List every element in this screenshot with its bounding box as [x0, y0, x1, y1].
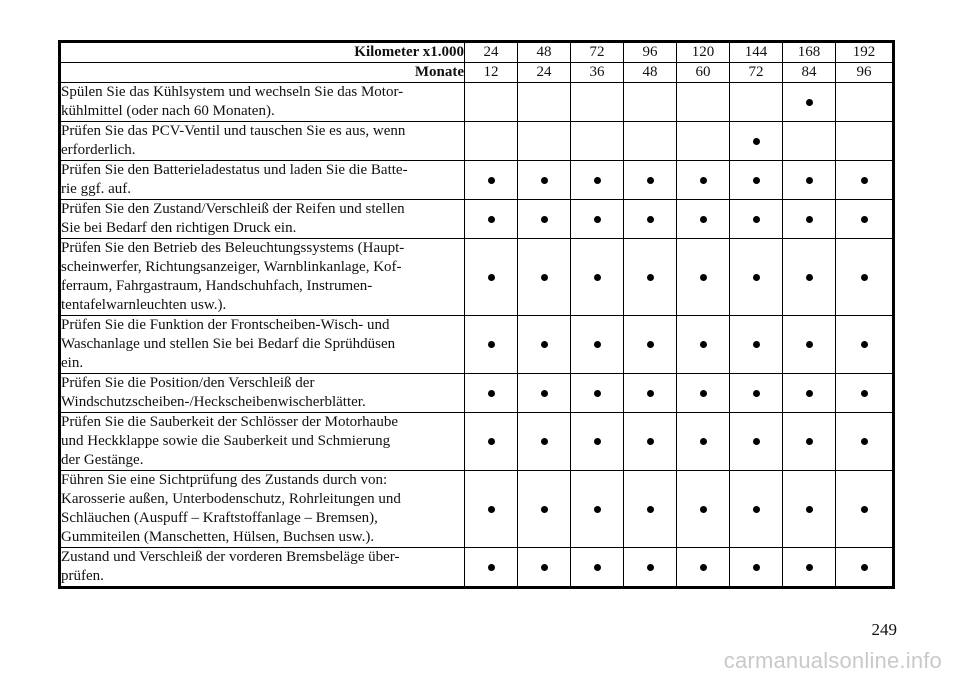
interval-cell: [571, 239, 624, 316]
interval-cell: [730, 83, 783, 122]
scheduled-dot-icon: [861, 438, 868, 445]
header-value: 48: [624, 63, 677, 83]
scheduled-dot-icon: [647, 438, 654, 445]
interval-cell: [783, 413, 836, 471]
header-value: 120: [677, 42, 730, 63]
scheduled-dot-icon: [806, 438, 813, 445]
task-description: Spülen Sie das Kühlsystem und wechseln Sie das Motor- kühlmittel (oder nach 60 Monaten).: [60, 83, 465, 122]
interval-cell: [465, 122, 518, 161]
scheduled-dot-icon: [541, 390, 548, 397]
scheduled-dot-icon: [700, 390, 707, 397]
interval-cell: [677, 122, 730, 161]
header-value: 60: [677, 63, 730, 83]
task-description: Prüfen Sie den Batterieladestatus und laden Sie die Batte- rie ggf. auf.: [60, 161, 465, 200]
header-row-months: [60, 63, 894, 83]
interval-cell: [571, 374, 624, 413]
scheduled-dot-icon: [753, 506, 760, 513]
scheduled-dot-icon: [806, 390, 813, 397]
header-value: 84: [783, 63, 836, 83]
interval-cell: [465, 161, 518, 200]
interval-cell: [571, 83, 624, 122]
scheduled-dot-icon: [861, 390, 868, 397]
scheduled-dot-icon: [541, 564, 548, 571]
scheduled-dot-icon: [806, 177, 813, 184]
scheduled-dot-icon: [861, 341, 868, 348]
scheduled-dot-icon: [806, 99, 813, 106]
interval-cell: [730, 200, 783, 239]
interval-cell: [624, 316, 677, 374]
interval-cell: [677, 239, 730, 316]
scheduled-dot-icon: [753, 138, 760, 145]
interval-cell: [730, 374, 783, 413]
scheduled-dot-icon: [594, 506, 601, 513]
interval-cell: [465, 239, 518, 316]
scheduled-dot-icon: [753, 564, 760, 571]
interval-cell: [677, 548, 730, 588]
header-row-kilometers: [60, 42, 894, 63]
interval-cell: [730, 161, 783, 200]
scheduled-dot-icon: [700, 216, 707, 223]
task-description: Prüfen Sie das PCV-Ventil und tauschen Sie es aus, wenn erforderlich.: [60, 122, 465, 161]
task-row: [60, 122, 894, 161]
scheduled-dot-icon: [700, 564, 707, 571]
interval-cell: [836, 239, 894, 316]
interval-cell: [783, 548, 836, 588]
task-description: Prüfen Sie die Funktion der Frontscheiben-Wisch- und Waschanlage und stellen Sie bei Bedarf die Sprühdüsen ein.: [60, 316, 465, 374]
scheduled-dot-icon: [806, 274, 813, 281]
task-row: [60, 316, 894, 374]
watermark: carmanualsonline.info: [723, 648, 942, 673]
interval-cell: [836, 548, 894, 588]
scheduled-dot-icon: [488, 341, 495, 348]
scheduled-dot-icon: [594, 216, 601, 223]
scheduled-dot-icon: [541, 341, 548, 348]
interval-cell: [465, 83, 518, 122]
scheduled-dot-icon: [861, 216, 868, 223]
task-row: [60, 374, 894, 413]
interval-cell: [571, 316, 624, 374]
scheduled-dot-icon: [806, 506, 813, 513]
task-description: Führen Sie eine Sichtprüfung des Zustands durch von: Karosserie außen, Unterbodenschutz, Rohrleitungen und Schläuchen (Auspuff – Kraftstoffanlage – Bremsen), Gummiteilen (Manschetten, Hülsen, Buchsen usw.).: [60, 471, 465, 548]
task-description: Prüfen Sie den Zustand/Verschleiß der Reifen und stellen Sie bei Bedarf den richtigen Druck ein.: [60, 200, 465, 239]
header-value: 72: [571, 42, 624, 63]
interval-cell: [518, 413, 571, 471]
scheduled-dot-icon: [647, 390, 654, 397]
interval-cell: [783, 316, 836, 374]
scheduled-dot-icon: [488, 564, 495, 571]
task-description: Prüfen Sie den Betrieb des Beleuchtungssystems (Haupt- scheinwerfer, Richtungsanzeiger, Warnblinkanlage, Kof- ferraum, Fahrgastraum, Handschuhfach, Instrumen- tentafelwarnleuchten usw.).: [60, 239, 465, 316]
scheduled-dot-icon: [753, 216, 760, 223]
interval-cell: [571, 471, 624, 548]
header-value: 36: [571, 63, 624, 83]
header-value: 96: [836, 63, 894, 83]
interval-cell: [465, 316, 518, 374]
interval-cell: [624, 200, 677, 239]
interval-cell: [624, 83, 677, 122]
scheduled-dot-icon: [753, 390, 760, 397]
task-description: Prüfen Sie die Position/den Verschleiß der Windschutzscheiben-/Heckscheibenwischerblätter.: [60, 374, 465, 413]
interval-cell: [518, 316, 571, 374]
task-row: [60, 161, 894, 200]
interval-cell: [518, 161, 571, 200]
scheduled-dot-icon: [488, 506, 495, 513]
scheduled-dot-icon: [541, 438, 548, 445]
interval-cell: [836, 122, 894, 161]
scheduled-dot-icon: [594, 177, 601, 184]
page-number: 249: [871, 620, 897, 639]
scheduled-dot-icon: [541, 216, 548, 223]
task-description: Prüfen Sie die Sauberkeit der Schlösser der Motorhaube und Heckklappe sowie die Sauberkeit und Schmierung der Gestänge.: [60, 413, 465, 471]
header-value: 48: [518, 42, 571, 63]
scheduled-dot-icon: [594, 390, 601, 397]
interval-cell: [783, 161, 836, 200]
header-value: 24: [465, 42, 518, 63]
interval-cell: [836, 374, 894, 413]
header-value: 192: [836, 42, 894, 63]
header-label: Monate: [60, 63, 465, 83]
scheduled-dot-icon: [541, 506, 548, 513]
scheduled-dot-icon: [488, 177, 495, 184]
scheduled-dot-icon: [647, 341, 654, 348]
interval-cell: [836, 200, 894, 239]
interval-cell: [836, 83, 894, 122]
task-row: [60, 83, 894, 122]
interval-cell: [571, 200, 624, 239]
task-row: [60, 548, 894, 588]
interval-cell: [624, 122, 677, 161]
interval-cell: [518, 200, 571, 239]
scheduled-dot-icon: [594, 274, 601, 281]
interval-cell: [836, 161, 894, 200]
interval-cell: [465, 548, 518, 588]
task-row: [60, 413, 894, 471]
header-value: 12: [465, 63, 518, 83]
scheduled-dot-icon: [647, 506, 654, 513]
interval-cell: [836, 316, 894, 374]
scheduled-dot-icon: [753, 438, 760, 445]
scheduled-dot-icon: [700, 341, 707, 348]
interval-cell: [677, 374, 730, 413]
scheduled-dot-icon: [753, 341, 760, 348]
scheduled-dot-icon: [806, 341, 813, 348]
interval-cell: [730, 413, 783, 471]
scheduled-dot-icon: [488, 216, 495, 223]
scheduled-dot-icon: [647, 274, 654, 281]
scheduled-dot-icon: [647, 177, 654, 184]
interval-cell: [465, 374, 518, 413]
interval-cell: [730, 122, 783, 161]
scheduled-dot-icon: [753, 177, 760, 184]
interval-cell: [783, 200, 836, 239]
interval-cell: [677, 316, 730, 374]
scheduled-dot-icon: [647, 564, 654, 571]
scheduled-dot-icon: [861, 177, 868, 184]
scheduled-dot-icon: [700, 438, 707, 445]
scheduled-dot-icon: [488, 438, 495, 445]
interval-cell: [677, 161, 730, 200]
interval-cell: [571, 413, 624, 471]
interval-cell: [518, 83, 571, 122]
header-value: 72: [730, 63, 783, 83]
interval-cell: [783, 471, 836, 548]
scheduled-dot-icon: [861, 274, 868, 281]
scheduled-dot-icon: [488, 274, 495, 281]
header-value: 24: [518, 63, 571, 83]
interval-cell: [624, 413, 677, 471]
interval-cell: [783, 374, 836, 413]
scheduled-dot-icon: [594, 564, 601, 571]
interval-cell: [518, 374, 571, 413]
interval-cell: [624, 471, 677, 548]
interval-cell: [836, 471, 894, 548]
scheduled-dot-icon: [806, 216, 813, 223]
scheduled-dot-icon: [700, 506, 707, 513]
task-row: [60, 471, 894, 548]
interval-cell: [677, 413, 730, 471]
scheduled-dot-icon: [488, 390, 495, 397]
scheduled-dot-icon: [861, 506, 868, 513]
scheduled-dot-icon: [541, 274, 548, 281]
header-value: 144: [730, 42, 783, 63]
scheduled-dot-icon: [753, 274, 760, 281]
interval-cell: [571, 548, 624, 588]
maintenance-schedule: [58, 40, 892, 589]
scheduled-dot-icon: [700, 177, 707, 184]
interval-cell: [730, 548, 783, 588]
scheduled-dot-icon: [806, 564, 813, 571]
scheduled-dot-icon: [647, 216, 654, 223]
interval-cell: [783, 122, 836, 161]
scheduled-dot-icon: [861, 564, 868, 571]
scheduled-dot-icon: [541, 177, 548, 184]
scheduled-dot-icon: [594, 341, 601, 348]
interval-cell: [730, 316, 783, 374]
interval-cell: [571, 161, 624, 200]
interval-cell: [518, 548, 571, 588]
task-row: [60, 200, 894, 239]
task-row: [60, 239, 894, 316]
interval-cell: [783, 83, 836, 122]
interval-cell: [465, 413, 518, 471]
interval-cell: [571, 122, 624, 161]
interval-cell: [677, 200, 730, 239]
interval-cell: [730, 471, 783, 548]
interval-cell: [730, 239, 783, 316]
interval-cell: [624, 374, 677, 413]
interval-cell: [677, 471, 730, 548]
interval-cell: [465, 471, 518, 548]
header-value: 96: [624, 42, 677, 63]
maintenance-table: [58, 40, 895, 589]
interval-cell: [624, 161, 677, 200]
scheduled-dot-icon: [594, 438, 601, 445]
interval-cell: [518, 239, 571, 316]
interval-cell: [836, 413, 894, 471]
interval-cell: [518, 471, 571, 548]
task-description: Zustand und Verschleiß der vorderen Bremsbeläge über- prüfen.: [60, 548, 465, 588]
interval-cell: [677, 83, 730, 122]
header-value: 168: [783, 42, 836, 63]
scheduled-dot-icon: [700, 274, 707, 281]
interval-cell: [783, 239, 836, 316]
interval-cell: [624, 548, 677, 588]
interval-cell: [624, 239, 677, 316]
interval-cell: [465, 200, 518, 239]
interval-cell: [518, 122, 571, 161]
header-label: Kilometer x1.000: [60, 42, 465, 63]
